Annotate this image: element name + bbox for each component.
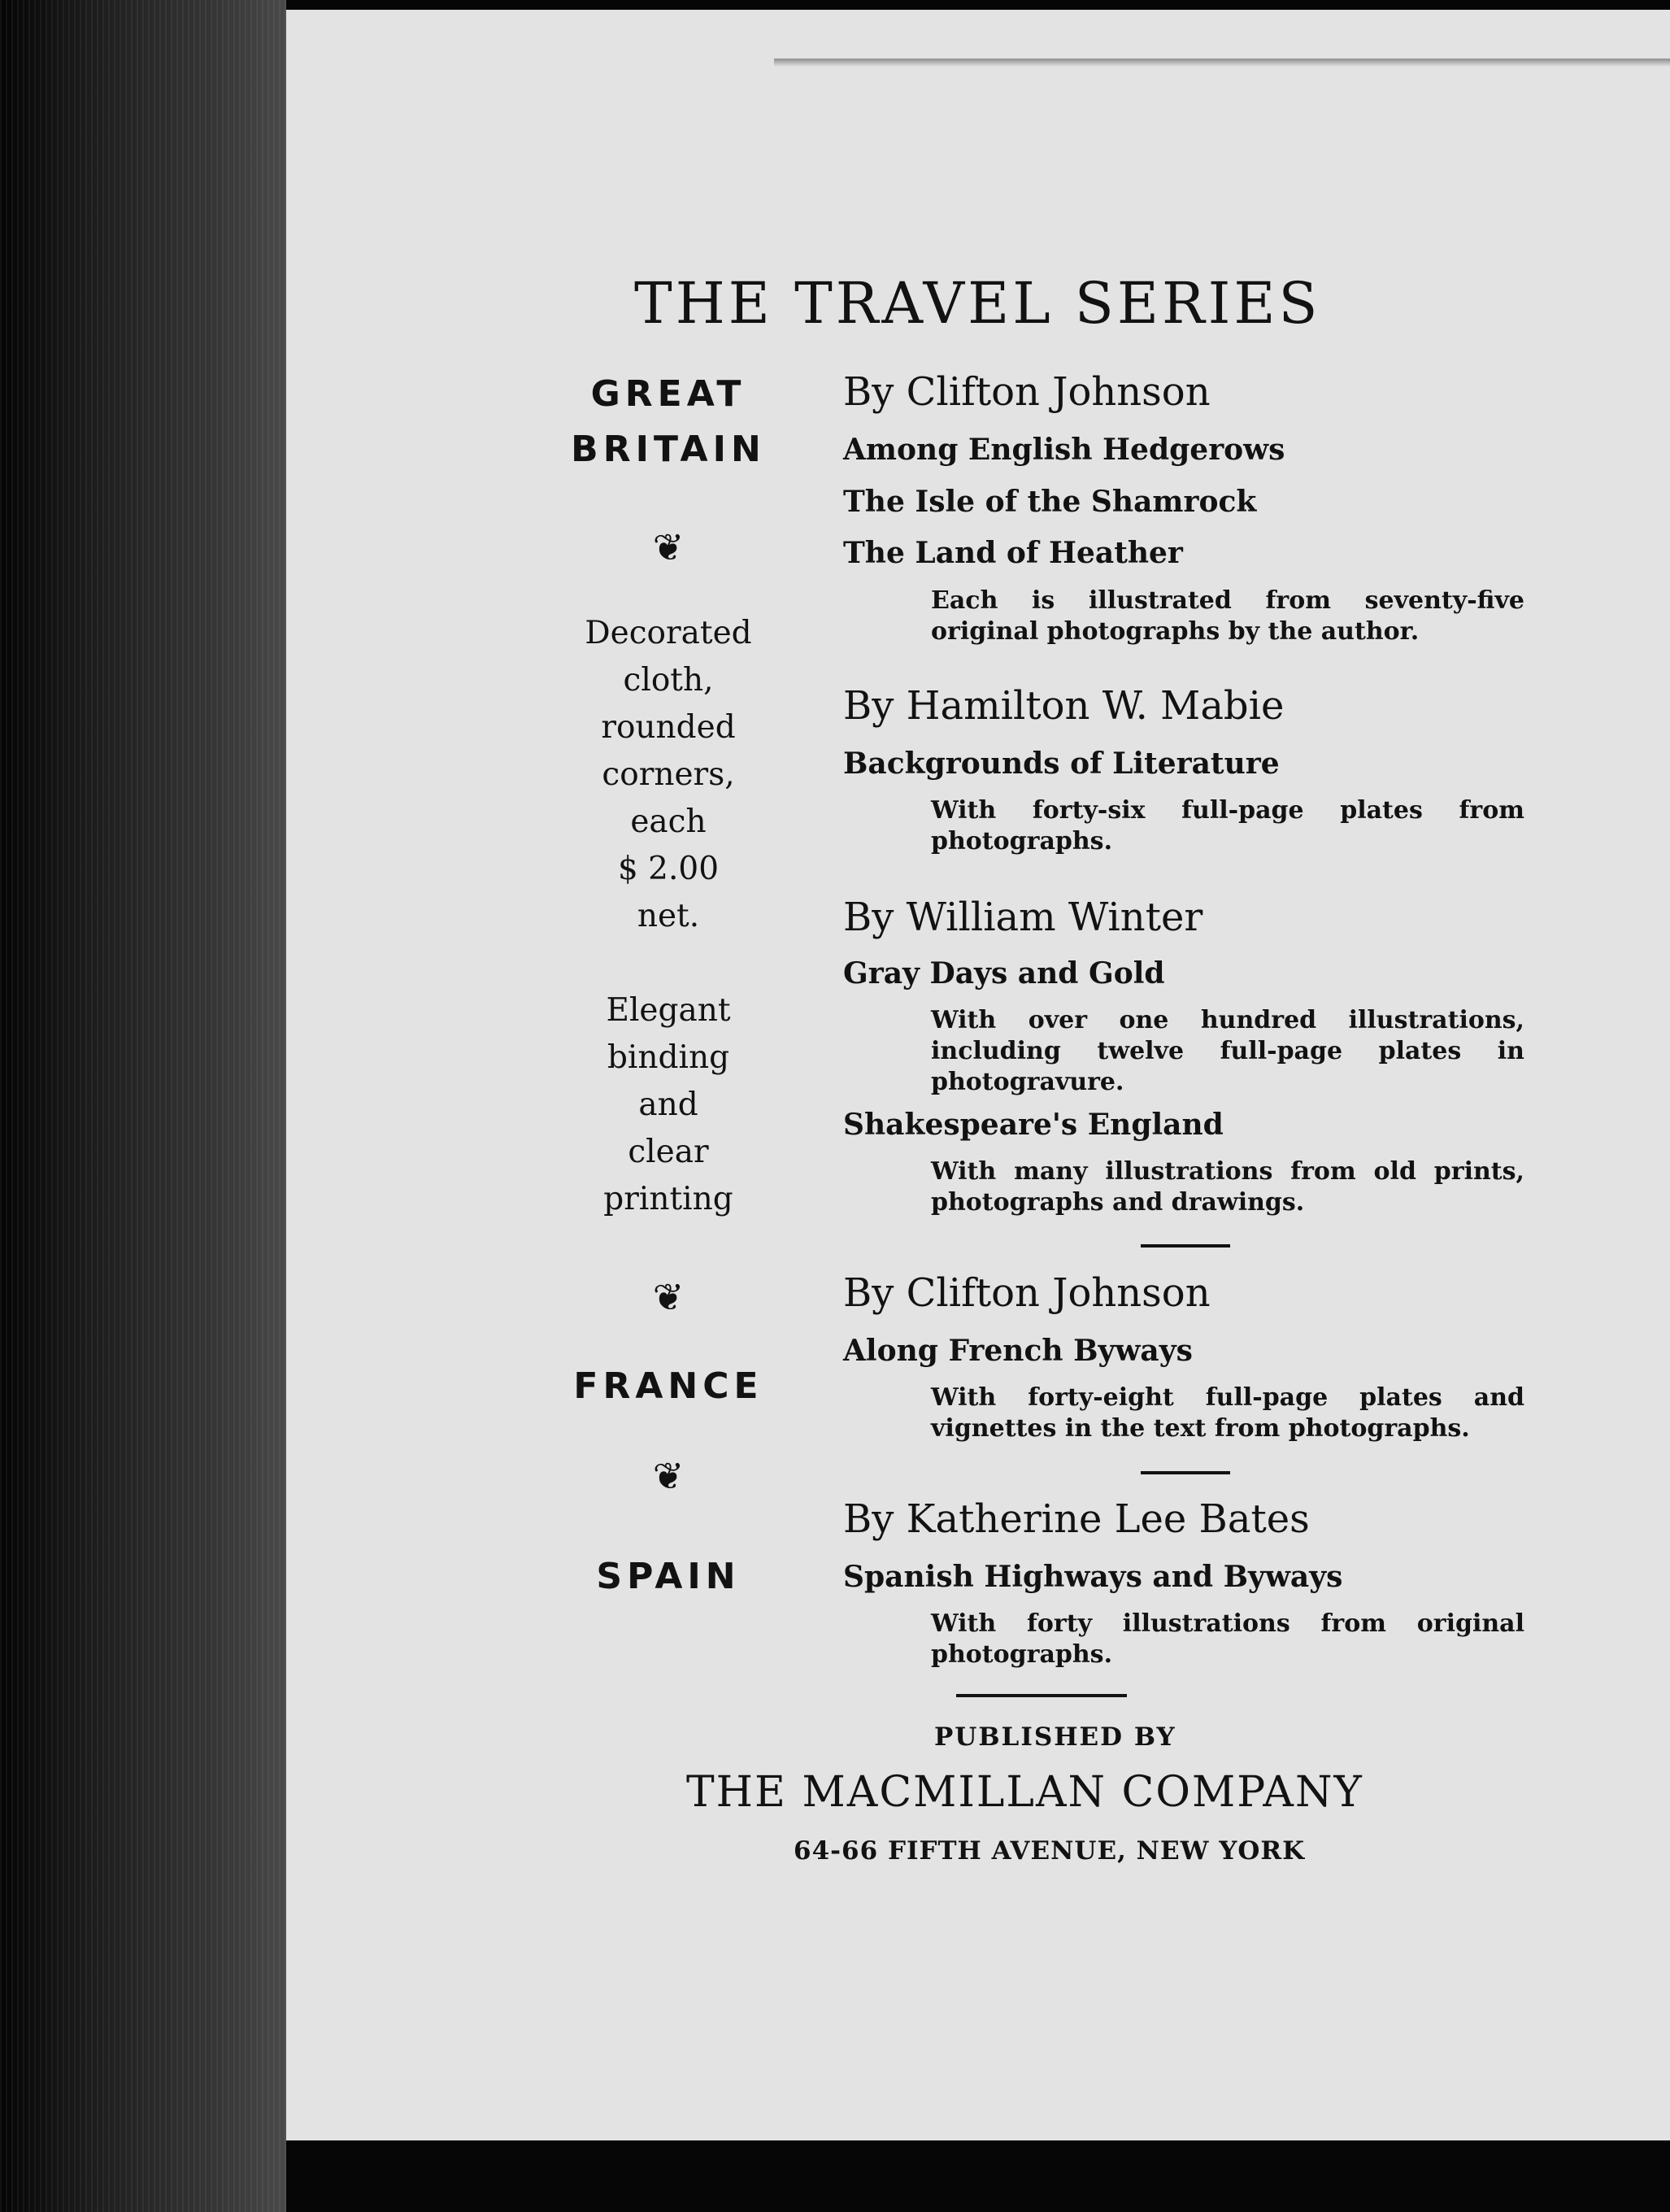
author-name: By Hamilton W. Mabie — [843, 683, 1285, 729]
leaf-ornament-icon: ❦ — [652, 1454, 685, 1498]
feature-line: and — [638, 1086, 698, 1123]
section-divider — [1141, 1471, 1230, 1474]
book-description: With forty-six full-page plates from photographs. — [931, 796, 1524, 856]
price-line: each — [630, 803, 707, 840]
section-divider — [1141, 1244, 1230, 1248]
author-name: By Katherine Lee Bates — [843, 1496, 1310, 1542]
book-description: With forty illustrations from original photographs. — [931, 1609, 1524, 1669]
book-description: With forty-eight full-page plates and vignettes in the text from photographs. — [931, 1383, 1524, 1443]
leaf-ornament-icon: ❦ — [652, 1275, 685, 1319]
book-title: Gray Days and Gold — [843, 956, 1165, 991]
book-title: The Isle of the Shamrock — [843, 485, 1257, 519]
leaf-ornament-icon: ❦ — [652, 525, 685, 569]
book-title: Backgrounds of Literature — [843, 747, 1280, 781]
price-line: cloth, — [623, 662, 714, 699]
author-name: By Clifton Johnson — [843, 1270, 1211, 1316]
book-title: Along French Byways — [843, 1334, 1193, 1368]
book-description: With over one hundred illustrations, including twelve full-page plates in photogravure. — [931, 1006, 1524, 1096]
feature-line: clear — [628, 1134, 709, 1170]
price-line: Decorated — [585, 615, 752, 651]
published-by-label: PUBLISHED BY — [934, 1722, 1176, 1752]
footer-divider — [956, 1694, 1127, 1697]
publisher-name: THE MACMILLAN COMPANY — [686, 1768, 1363, 1817]
feature-line: Elegant — [606, 992, 731, 1029]
region-label-britain: BRITAIN — [571, 429, 766, 470]
book-title: Shakespeare's England — [843, 1108, 1224, 1142]
price-line: corners, — [602, 756, 735, 793]
price-value: $ 2.00 — [617, 851, 720, 887]
book-title: Among English Hedgerows — [843, 433, 1285, 467]
feature-line: binding — [607, 1039, 730, 1076]
region-label-france: FRANCE — [573, 1365, 763, 1407]
series-title: THE TRAVEL SERIES — [634, 270, 1321, 337]
author-name: By Clifton Johnson — [843, 369, 1211, 415]
book-spine-edge — [0, 0, 286, 2212]
book-description: With many illustrations from old prints, photographs and drawings. — [931, 1157, 1524, 1217]
author-name: By William Winter — [843, 895, 1203, 940]
publisher-address: 64-66 FIFTH AVENUE, NEW YORK — [794, 1836, 1306, 1866]
region-label-great: GREAT — [590, 373, 746, 415]
book-title: Spanish Highways and Byways — [843, 1560, 1343, 1594]
book-description: Each is illustrated from seventy-five original photographs by the author. — [931, 586, 1524, 646]
price-line: net. — [637, 898, 700, 934]
book-title: The Land of Heather — [843, 536, 1183, 570]
price-line: rounded — [601, 709, 736, 746]
page-top-shadow — [774, 59, 1670, 67]
feature-line: printing — [603, 1181, 733, 1217]
region-label-spain: SPAIN — [596, 1556, 741, 1597]
